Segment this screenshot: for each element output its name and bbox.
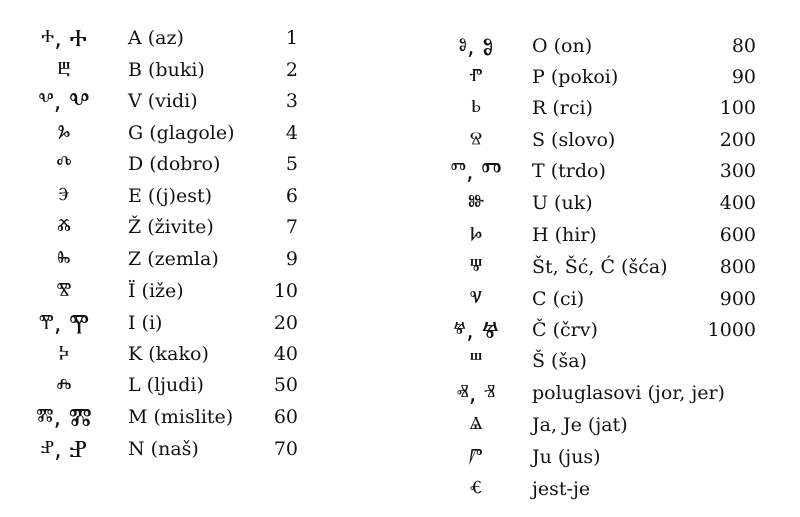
letter-name: Z (zemla) bbox=[128, 248, 219, 270]
letter-row bbox=[420, 377, 756, 409]
numeric-value: 9 bbox=[285, 248, 298, 270]
numeric-value: 400 bbox=[719, 192, 756, 214]
letter-name: E ((j)est) bbox=[128, 185, 213, 207]
letter-row bbox=[0, 117, 298, 149]
letter-name: P (pokoi) bbox=[532, 66, 619, 88]
numeric-value: 1 bbox=[285, 27, 298, 49]
numeric-value: 20 bbox=[273, 312, 298, 334]
glagolitic-glyph: ⰿ, Ⰿ bbox=[36, 403, 92, 431]
numeric-value: 3 bbox=[285, 90, 298, 112]
glagolitic-glyph: ⱋ bbox=[469, 253, 483, 281]
glagolitic-glyph: ⱄ bbox=[469, 126, 483, 154]
letter-row bbox=[420, 219, 756, 251]
letter-row bbox=[0, 54, 298, 86]
glagolitic-glyph: ⱂ bbox=[469, 63, 483, 91]
letter-name: Š (ša) bbox=[532, 350, 587, 372]
letter-row bbox=[0, 433, 298, 465]
glagolitic-glyph: ⱔ bbox=[469, 475, 483, 503]
letter-name: H (hir) bbox=[532, 224, 597, 246]
letter-name: Ju (jus) bbox=[532, 446, 601, 468]
glagolitic-glyph: ⱌ bbox=[469, 285, 483, 313]
glagolitic-glyph: ⱍ, Ⱍ bbox=[452, 316, 500, 344]
letter-row bbox=[420, 124, 756, 156]
numeric-value: 40 bbox=[273, 343, 298, 365]
glagolitic-glyph: ⱎ bbox=[469, 347, 483, 375]
letter-row bbox=[420, 30, 756, 62]
glagolitic-glyph: ⰵ bbox=[58, 182, 70, 210]
letter-name: Č (črv) bbox=[532, 319, 598, 341]
letter-row bbox=[420, 473, 756, 505]
glagolitic-glyph: ⰳ bbox=[57, 119, 71, 147]
letter-row bbox=[0, 243, 298, 275]
letter-name: A (az) bbox=[128, 27, 184, 49]
letter-name: N (naš) bbox=[128, 438, 199, 460]
letter-name: C (ci) bbox=[532, 288, 585, 310]
numeric-value: 5 bbox=[285, 153, 298, 175]
letter-row bbox=[0, 22, 298, 54]
letter-row bbox=[420, 187, 756, 219]
glagolitic-glyph: ⱓ bbox=[469, 443, 483, 471]
letter-name: L (ljudi) bbox=[128, 374, 204, 396]
numeric-value: 200 bbox=[719, 129, 756, 151]
letter-row bbox=[420, 409, 756, 441]
glagolitic-glyph: ⱅ, Ⱅ bbox=[450, 157, 502, 185]
glagolitic-glyph: ⰸ bbox=[57, 245, 71, 273]
numeric-value: 10 bbox=[273, 280, 298, 302]
glagolitic-glyph: ⰱ bbox=[57, 56, 71, 84]
numeric-value: 1000 bbox=[707, 319, 756, 341]
glagolitic-glyph: ⱏ, ⱐ bbox=[456, 379, 496, 407]
numeric-value: 300 bbox=[719, 160, 756, 182]
letter-row bbox=[420, 283, 756, 315]
numeric-value: 7 bbox=[285, 216, 298, 238]
letter-name: Ja, Je (jat) bbox=[532, 414, 628, 436]
numeric-value: 6 bbox=[285, 185, 298, 207]
letter-row bbox=[0, 307, 298, 339]
letter-name: Ï (iže) bbox=[128, 280, 184, 302]
letter-name: U (uk) bbox=[532, 192, 593, 214]
numeric-value: 50 bbox=[273, 374, 298, 396]
glagolitic-glyph: ⱃ bbox=[471, 94, 481, 122]
letter-row bbox=[0, 148, 298, 180]
letter-name: jest-je bbox=[532, 478, 591, 500]
letter-row bbox=[0, 85, 298, 117]
letter-name: S (slovo) bbox=[532, 129, 616, 151]
letter-row bbox=[0, 275, 298, 307]
letter-row bbox=[420, 251, 756, 283]
letter-row bbox=[420, 61, 756, 93]
numeric-value: 600 bbox=[719, 224, 756, 246]
glagolitic-glyph: ⱀ, Ⱀ bbox=[40, 435, 88, 463]
glagolitic-glyph: ⱈ bbox=[469, 221, 483, 249]
letter-name: G (glagole) bbox=[128, 122, 235, 144]
numeric-value: 2 bbox=[285, 59, 298, 81]
glagolitic-glyph: ⰾ bbox=[56, 371, 72, 399]
letter-name: O (on) bbox=[532, 35, 593, 57]
letter-row bbox=[420, 314, 756, 346]
numeric-value: 80 bbox=[731, 35, 756, 57]
glagolitic-glyph: ⰶ bbox=[57, 213, 71, 241]
letter-row bbox=[420, 345, 756, 377]
glagolitic-glyph: ⱆ bbox=[467, 189, 485, 217]
letter-name: T (trdo) bbox=[532, 160, 606, 182]
letter-name: poluglasovi (jor, jer) bbox=[532, 382, 725, 404]
numeric-value: 90 bbox=[731, 66, 756, 88]
letter-row bbox=[0, 369, 298, 401]
letter-row bbox=[0, 338, 298, 370]
letter-name: V (vidi) bbox=[128, 90, 198, 112]
glagolitic-glyph: ⰲ, Ⰲ bbox=[38, 87, 90, 115]
numeric-value: 70 bbox=[273, 438, 298, 460]
letter-name: Ž (živite) bbox=[128, 216, 214, 238]
numeric-value: 100 bbox=[719, 97, 756, 119]
glagolitic-glyph: ⰽ bbox=[58, 340, 70, 368]
letter-name: K (kako) bbox=[128, 343, 209, 365]
letter-row bbox=[420, 155, 756, 187]
letter-name: I (i) bbox=[128, 312, 163, 334]
letter-row bbox=[0, 401, 298, 433]
numeric-value: 800 bbox=[719, 256, 756, 278]
letter-name: R (rci) bbox=[532, 97, 593, 119]
glagolitic-glyph: ⰺ bbox=[56, 277, 72, 305]
glagolitic-glyph: ⱑ bbox=[469, 411, 483, 439]
glagolitic-glyph: ⰰ, Ⰰ bbox=[41, 24, 87, 52]
numeric-value: 900 bbox=[719, 288, 756, 310]
numeric-value: 60 bbox=[273, 406, 298, 428]
letter-name: B (buki) bbox=[128, 59, 205, 81]
letter-name: M (mislite) bbox=[128, 406, 234, 428]
letter-row bbox=[0, 180, 298, 212]
letter-row bbox=[420, 92, 756, 124]
glagolitic-glyph: ⱁ, Ⱁ bbox=[458, 32, 494, 60]
numeric-value: 4 bbox=[285, 122, 298, 144]
letter-row bbox=[0, 211, 298, 243]
glagolitic-glyph: ⰹ, Ⰹ bbox=[38, 309, 90, 337]
letter-row bbox=[420, 441, 756, 473]
letter-name: D (dobro) bbox=[128, 153, 221, 175]
letter-name: Št, Šć, Ć (šća) bbox=[532, 256, 668, 278]
glagolitic-glyph: ⰴ bbox=[56, 150, 72, 178]
